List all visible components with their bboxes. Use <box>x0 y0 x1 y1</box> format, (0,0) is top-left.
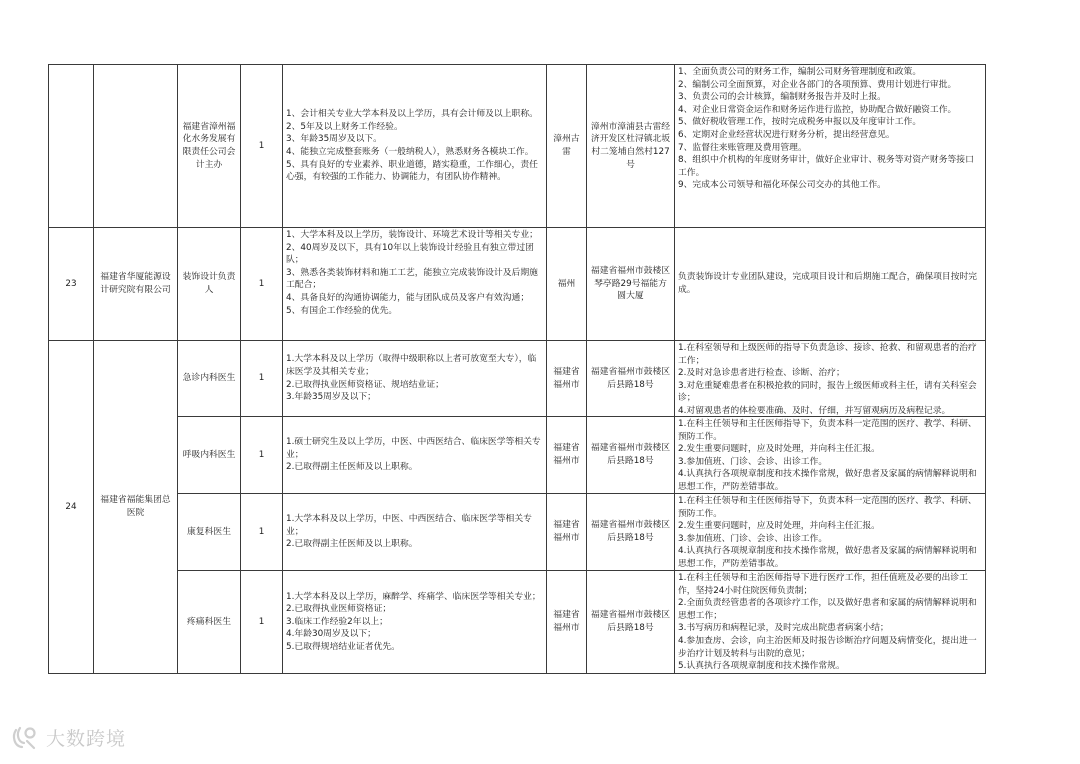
table-row <box>49 228 986 341</box>
headcount-cell: 1 <box>241 228 283 341</box>
work-place-cell: 福州 <box>547 228 587 341</box>
duties-cell: 负责装饰设计专业团队建设，完成项目设计和后期施工配合，确保项目按时完成。 <box>675 228 986 341</box>
position-cell: 装饰设计负责人 <box>178 228 241 341</box>
address-cell: 福建省福州市鼓楼区后县路18号 <box>587 341 675 417</box>
watermark <box>10 722 126 752</box>
duties-text: 1.在科主任领导和主任医师指导下，负责本科一定范围的医疗、教学、科研、预防工作。 2.发生重要问题时，应及时处理，并向科主任汇报。 3.参加值班、门诊、会诊、出诊工作。 4.认真执行各项规章制度和技术操作常规，做好患者及家属的病情解释说明和思想工作，严防差错事故。 <box>678 496 977 569</box>
headcount-cell: 1 <box>241 417 283 494</box>
duties-text: 1.在科主任领导和主任医师指导下，负责本科一定范围的医疗、教学、科研、预防工作。 2.发生重要问题时，应及时处理，并向科主任汇报。 3.参加值班、门诊、会诊、出诊工作。 4.认真执行各项规章制度和技术操作常规，做好患者及家属的病情解释说明和思想工作，严防差错事故。 <box>678 419 977 492</box>
employer-cell: 福建省华厦能源设计研究院有限公司 <box>94 228 178 341</box>
work-place-cell: 福建省福州市 <box>547 571 587 674</box>
duties-cell <box>675 417 986 494</box>
position-cell: 疼痛科医生 <box>178 571 241 674</box>
watermark-text: 大数跨境 <box>46 727 127 750</box>
address-cell: 福建省福州市鼓楼区后县路18号 <box>587 571 675 674</box>
headcount-cell: 1 <box>241 341 283 417</box>
table-row <box>49 65 986 228</box>
duties-cell <box>675 65 986 228</box>
requirements-cell: 1.大学本科及以上学历（取得中级职称以上者可放宽至大专），临床医学及其相关专业； 2.已取得执业医师资格证、规培结业证； 3.年龄35周岁及以下； <box>283 341 547 417</box>
requirements-cell: 1.大学本科及以上学历，麻醉学、疼痛学、临床医学等相关专业； 2.已取得执业医师资格证； 3.临床工作经验2年以上； 4.年龄30周岁及以下； 5.已取得规培结业证者优先。 <box>283 571 547 674</box>
work-place-cell: 漳州古雷 <box>547 65 587 228</box>
requirements-cell: 1.硕士研究生及以上学历，中医、中西医结合、临床医学等相关专业； 2.已取得副主任医师及以上职称。 <box>283 417 547 494</box>
table-row <box>49 417 986 494</box>
table-row <box>49 341 986 417</box>
row-number: 24 <box>49 341 94 674</box>
duties-cell <box>675 494 986 571</box>
duties-text: 1.在科主任领导和主治医师指导下进行医疗工作，担任值班及必要的出诊工作，坚持24小时住院医师负责制； 2.全面负责经管患者的各项诊疗工作，以及做好患者和家属的病情解释说明和思想工作； 3.书写病历和病程记录，及时完成出院患者病案小结； 4.参加查房、会诊，向主治医师及时报告诊断治疗问题及病情变化，提出进一步治疗计划及转科与出院的意见； 5.认真执行各项规章制度和技术操作常规。 <box>678 573 977 672</box>
work-place-cell: 福建省福州市 <box>547 417 587 494</box>
recruitment-table <box>48 64 986 674</box>
row-number: 23 <box>49 228 94 341</box>
headcount-cell: 1 <box>241 571 283 674</box>
requirements-cell: 1、会计相关专业大学本科及以上学历，具有会计师及以上职称。 2、5年及以上财务工作经验。 3、年龄35周岁及以下。 4、能独立完成整套账务（一般纳税人），熟悉财务各模块工作。 5、具有良好的专业素养、职业道德，踏实稳重，工作细心，责任心强，有较强的工作能力、协调能力，有团队协作精神。 <box>283 65 547 228</box>
duties-cell <box>675 341 986 417</box>
duties-text: 1.在科室领导和上级医师的指导下负责急诊、接诊、抢救、和留观患者的治疗工作； 2.及时对急诊患者进行检查、诊断、治疗； 3.对危重疑难患者在积极抢救的同时，报告上级医师或科主任，请有关科室会诊； 4.对留观患者的体检要准确、及时、仔细，并写留观病历及病程记录。 <box>678 343 977 415</box>
requirements-cell <box>283 228 547 341</box>
address-cell: 福建省福州市鼓楼区后县路18号 <box>587 494 675 571</box>
duties-cell <box>675 571 986 674</box>
work-place-cell: 福建省福州市 <box>547 341 587 417</box>
table-row <box>49 494 986 571</box>
position-cell: 康复科医生 <box>178 494 241 571</box>
work-place-cell: 福建省福州市 <box>547 494 587 571</box>
brand-logo-icon <box>10 722 40 752</box>
requirements-cell: 1.大学本科及以上学历，中医、中西医结合、临床医学等相关专业； 2.已取得副主任医师及以上职称。 <box>283 494 547 571</box>
address-cell: 漳州市漳浦县古雷经济开发区杜浔镇北坂村二笼埔自然村127号 <box>587 65 675 228</box>
duties-text: 1、全面负责公司的财务工作，编制公司财务管理制度和政策。 2、编制公司全面预算，对企业各部门的各项预算、费用计划进行审批。 3、负责公司的会计核算，编制财务报告并及时上报。 4、对企业日常资金运作和财务运作进行监控，协助配合做好融资工作。 5、做好税收管理工作，按时完成税务申报以及年度审计工作。 6、定期对企业经营状况进行财务分析，提出经营意见。 7、监督往来账管理及费用管理。 8、组织中介机构的年度财务审计，做好企业审计、税务等对资产财务等接口工作。 9、完成本公司领导和福化环保公司交办的其他工作。 <box>678 67 974 191</box>
employer-cell: 福建省福能集团总医院 <box>94 341 178 674</box>
employer-cell <box>94 65 178 228</box>
position-cell: 急诊内科医生 <box>178 341 241 417</box>
requirements-text: 1、大学本科及以上学历，装饰设计、环境艺术设计等相关专业； 2、40周岁及以下，具有10年以上装饰设计经验且有独立带过团队； 3、熟悉各类装饰材料和施工工艺，能独立完成装饰设计及后期施工配合； 4、具备良好的沟通协调能力，能与团队成员及客户有效沟通； 5、有国企工作经验的优先。 <box>286 230 538 316</box>
address-cell: 福建省福州市鼓楼区后县路18号 <box>587 417 675 494</box>
position-cell: 呼吸内科医生 <box>178 417 241 494</box>
address-cell: 福建省福州市鼓楼区琴亭路29号福能方圆大厦 <box>587 228 675 341</box>
position-cell: 福建省漳州福化水务发展有限责任公司会计主办 <box>178 65 241 228</box>
table-row <box>49 571 986 674</box>
headcount-cell: 1 <box>241 494 283 571</box>
headcount-cell: 1 <box>241 65 283 228</box>
row-number <box>49 65 94 228</box>
